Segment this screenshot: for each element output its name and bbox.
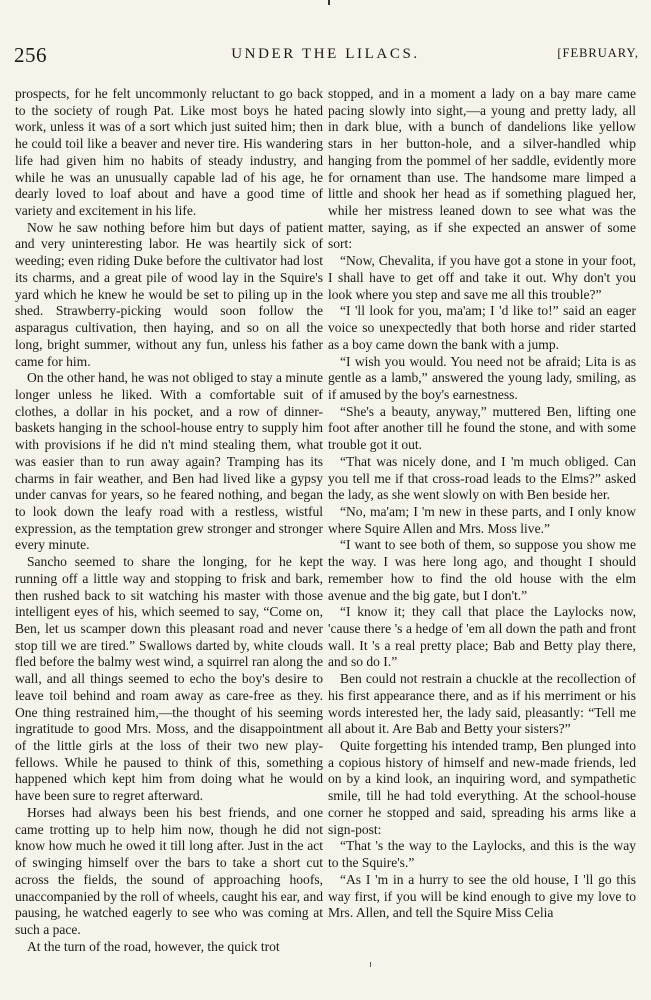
page-header <box>8 40 643 68</box>
paragraph: “That was nicely done, and I 'm much obliged. Can you tell me if that cross-road leads to the Elms?” asked the lady, as she went slowly on with Ben beside her. <box>328 453 636 503</box>
paragraph: “Now, Chevalita, if you have got a stone in your foot, I shall have to get off and take it out. Why don't you look where you step and save me all this trouble?” <box>328 253 636 302</box>
paragraph: “I want to see both of them, so suppose you show me the way. I was here long ago, and thought I should remember how to find the old house with the elm avenue and the big gate, but I don't.” <box>328 537 636 603</box>
running-title: UNDER THE LILACS. <box>231 46 420 62</box>
paragraph: Ben could not restrain a chuckle at the recollection of his first appearance there, and as if his merriment or his words interested her, the lady said, pleasantly: “Tell me all about it. Are Bab and Betty your sisters?” <box>328 671 636 737</box>
paragraph: “She's a beauty, anyway,” muttered Ben, lifting one foot after another till he found the stone, and with some trouble got it out. <box>328 403 636 453</box>
left-column <box>15 86 323 955</box>
paragraph: Quite forgetting his intended tramp, Ben plunged into a copious history of himself and new-made friends, led on by a kind look, an inquiring word, and sympathetic smile, till he had told everything. At the school-house corner he stopped and said, spreading his arms like a sign-post: <box>328 738 636 837</box>
paragraph: “I wish you would. You need not be afraid; Lita is as gentle as a lamb,” answered the young lady, smiling, as if amused by the boy's earnestness. <box>328 353 636 402</box>
paragraph: prospects, for he felt uncommonly reluctant to go back to the society of rough Pat. Like most boys he hated work, unless it was of a sort which just suited him; then he could toil like a beaver and never tire. His wandering life had given him no habits of steady industry, and while he was an unusually capable lad of his age, he dearly loved to loaf about and have a good time of variety and excitement in his life. <box>15 86 323 219</box>
issue-month: [FEBRUARY, <box>557 46 639 60</box>
paragraph: “That 's the way to the Laylocks, and this is the way to the Squire's.” <box>328 838 636 871</box>
paragraph: Horses had always been his best friends, and one came trotting up to help him now, though he did not know how much he owed it till long after. Just in the act of swinging himself over the bars to take a short cut across the fields, the sound of approaching hoofs, unaccompanied by the roll of wheels, caught his ear, and pausing, he watched eagerly to see who was coming at such a pace. <box>15 804 323 937</box>
right-column <box>328 86 636 922</box>
paragraph: “I know it; they call that place the Laylocks now, 'cause there 's a hedge of 'em all down the path and front wall. It 's a real pretty place; Bab and Betty play there, and so do I.” <box>328 604 636 670</box>
page-number: 256 <box>14 43 47 67</box>
paragraph: At the turn of the road, however, the quick trot <box>27 938 280 954</box>
paragraph: On the other hand, he was not obliged to stay a minute longer unless he liked. With a comfortable suit of clothes, a dollar in his pocket, and a row of dinner-baskets hanging in the school-house entry to supply him with provisions if he did n't mind stealing them, what was easier than to run away again? Tramping has its charms in fair weather, and Ben had lived like a gypsy under canvas for years, so he feared nothing, and began to look down the leafy road with a restless, wistful expression, as the temptation grew stronger and stronger every minute. <box>15 370 323 553</box>
paragraph: “I 'll look for you, ma'am; I 'd like to!” said an eager voice so unexpectedly that both horse and rider started as a boy came down the bank with a jump. <box>328 303 636 352</box>
paragraph: Sancho seemed to share the longing, for he kept running off a little way and stopping to frisk and bark, then rushed back to sit watching his master with those intelligent eyes of his, which seemed to say, “Come on, Ben, let us scamper down this pleasant road and never stop till we are tired.” Swallows darted by, white clouds fled before the balmy west wind, a squirrel ran along the wall, and all things seemed to echo the boy's desire to leave toil behind and roam away as care-free as they. One thing restrained him,—the thought of his seeming ingratitude to good Mrs. Moss, and the disappointment of the little girls at the loss of their two new play-fellows. While he paused to think of this, something happened which kept him from doing what he would have been sure to regret afterward. <box>15 554 323 804</box>
bottom-edge-mark <box>370 962 371 967</box>
paragraph: Now he saw nothing before him but days of patient and very uninteresting labor. He was heartily sick of weeding; even riding Duke before the cultivator had lost its charms, and a great pile of wood lay in the Squire's yard which he knew he would be set to piling up in the shed. Strawberry-picking would soon follow the asparagus cultivation, then haying, and so on all the long, bright summer, without any fun, unless his father came for him. <box>15 219 323 369</box>
paragraph: “As I 'm in a hurry to see the old house, I 'll go this way first, if you will be kind enough to give my love to Mrs. Allen, and tell the Squire Miss Celia <box>328 871 636 921</box>
top-edge-mark <box>328 0 330 5</box>
paragraph: “No, ma'am; I 'm new in these parts, and I only know where Squire Allen and Mrs. Moss live.” <box>328 503 636 536</box>
paragraph: stopped, and in a moment a lady on a bay mare came pacing slowly into sight,—a young and pretty lady, all in dark blue, with a bunch of dandelions like yellow stars in her button-hole, and a silver-handled whip hanging from the pommel of her saddle, evidently more for ornament than use. The handsome mare limped a little and shook her head as if something plagued her, while her mistress leaned down to see what was the matter, saying, as if she expected an answer of some sort: <box>328 86 636 252</box>
